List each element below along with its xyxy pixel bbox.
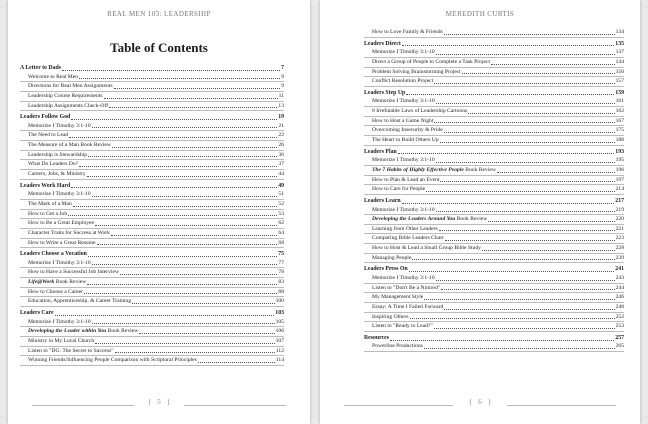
toc-entry-title: Powerline Productions: [372, 343, 423, 350]
dot-leader: [73, 206, 278, 207]
toc-section[interactable]: [364, 334, 624, 343]
toc-entry-title: Leadership Course Requirements: [28, 92, 103, 99]
toc-entry[interactable]: [20, 259, 284, 269]
dot-leader: [92, 323, 275, 324]
dot-leader: [488, 221, 614, 222]
toc-entry-title: Memorize I Timothy 3:1-10: [372, 49, 435, 56]
book-title: Developing the Leaders Around You: [372, 216, 456, 223]
toc-page-number: 9: [281, 83, 284, 90]
book-title: Developing the Leader within You: [28, 328, 107, 335]
footer-rule: [507, 405, 616, 406]
toc-entry-title: Leaders Step Up: [364, 89, 406, 96]
toc-section[interactable]: [364, 89, 624, 98]
toc-page-number: 220: [615, 216, 624, 223]
toc-entry[interactable]: [364, 274, 624, 284]
dot-leader: [440, 142, 615, 143]
toc-page-number: 162: [615, 108, 624, 115]
dot-leader: [445, 240, 615, 241]
toc-page-number: 221: [615, 225, 624, 232]
toc-entry-title: Leaders Learn: [364, 197, 401, 204]
running-header: MEREDITH CURTIS: [445, 10, 515, 18]
dot-leader: [92, 196, 278, 197]
toc-page-number: 253: [615, 323, 624, 330]
toc-entry[interactable]: [20, 318, 284, 328]
toc-entry-title: Memorize I Timothy 3:1-10: [28, 318, 91, 325]
toc-entry-title: Leadership Assignments Check-Off: [28, 102, 109, 109]
toc-entry-title: Welcome to Real Men: [28, 73, 79, 80]
dot-leader: [79, 166, 277, 167]
toc-entry[interactable]: [20, 356, 284, 366]
dot-leader: [88, 156, 277, 157]
toc-entry-title: How to Plan & Lead an Event: [372, 176, 440, 183]
toc-page-number: 36: [278, 151, 284, 158]
toc-section[interactable]: [364, 40, 624, 49]
dot-leader: [68, 215, 277, 216]
toc-entry[interactable]: [20, 122, 284, 132]
toc-page-number: 7: [281, 64, 284, 71]
toc-entry-title: My Management Style: [372, 294, 424, 301]
toc-entry[interactable]: [20, 170, 284, 180]
toc-page-number: 246: [615, 294, 624, 301]
dot-leader: [95, 225, 277, 226]
toc-entry[interactable]: [364, 215, 624, 225]
toc-page-number: 161: [615, 98, 624, 105]
toc-entry[interactable]: [20, 297, 284, 307]
footer-rule: [344, 405, 453, 406]
toc-entry-title: Resources: [364, 334, 390, 341]
toc-page-number: 11: [278, 92, 284, 99]
dot-leader: [88, 256, 277, 257]
toc-entry[interactable]: [20, 268, 284, 278]
toc-page-number: 112: [275, 347, 284, 354]
dot-leader: [402, 203, 615, 204]
toc-page-number: 219: [615, 206, 624, 213]
page-footer: [344, 398, 616, 412]
dot-leader: [69, 137, 277, 138]
toc-entry-title: A Letter to Dads: [20, 64, 61, 71]
dot-leader: [84, 293, 277, 294]
toc-entry[interactable]: [20, 278, 284, 288]
toc-entry-title: The Mark of a Man: [28, 200, 72, 207]
toc-page-number: 135: [615, 40, 624, 47]
dot-leader: [436, 54, 615, 55]
toc-section[interactable]: [20, 250, 284, 259]
dot-leader: [390, 340, 614, 341]
dot-leader: [436, 103, 615, 104]
toc-entry[interactable]: [364, 77, 624, 87]
toc-entry[interactable]: [20, 73, 284, 83]
toc-entry-title: [372, 215, 487, 224]
dot-leader: [104, 98, 278, 99]
toc-entry-title: Leaders Direct: [364, 40, 401, 47]
dot-leader: [444, 132, 615, 133]
toc-entry-title: Learning from Other Leaders: [372, 225, 438, 232]
dot-leader: [92, 264, 278, 265]
toc-entry-title: Leaders Plan: [364, 148, 397, 155]
dot-leader: [436, 280, 615, 281]
toc-entry[interactable]: [364, 234, 624, 244]
toc-entry-title: Leaders Choose a Vocation: [20, 251, 87, 258]
toc-section[interactable]: [364, 148, 624, 157]
toc-entry[interactable]: [20, 200, 284, 210]
dot-leader: [424, 299, 614, 300]
toc-entry[interactable]: [20, 131, 284, 141]
toc-entry-title: Character Traits for Success at Work: [28, 229, 110, 236]
toc-entry-text: Book Review: [456, 216, 488, 223]
book-title: The 7 Habits of Highly Effective People: [372, 166, 464, 173]
dot-leader: [497, 172, 615, 173]
toc-entry-title: Directions for Real Men Assignments: [28, 83, 113, 90]
toc-page-number: 134: [615, 28, 624, 35]
toc-page-number: 68: [278, 239, 284, 246]
toc-page-number: 107: [275, 337, 284, 344]
toc-entry-title: How to Host & Lead a Small Group Bible Study: [372, 245, 481, 252]
toc-entry[interactable]: [364, 136, 624, 146]
toc-entry[interactable]: [364, 166, 624, 176]
toc-entry[interactable]: [20, 327, 284, 337]
dot-leader: [115, 352, 275, 353]
page-number: { 5 }: [148, 398, 170, 406]
toc-entry-text: Book Review: [465, 166, 496, 173]
toc-entry-title: Memorize I Timothy 3:1-10: [28, 122, 91, 129]
toc-entry-title: Leaders Follow God: [20, 114, 71, 121]
toc-entry-title: Overcoming Insecurity & Pride: [372, 127, 443, 134]
toc-page-number: 159: [615, 89, 624, 96]
toc-page-number: 167: [615, 117, 624, 124]
toc-page-number: 83: [278, 279, 284, 286]
toc-page-number: 26: [278, 142, 284, 149]
toc-entry[interactable]: [364, 97, 624, 107]
toc-entry-title: Memorize I Timothy 3:1-10: [372, 98, 435, 105]
toc-entry-title: How to Write a Great Resume: [28, 239, 96, 246]
toc-page-number: 62: [278, 220, 284, 227]
toc-entry-title: Direct a Group of People to Complete a Task Project: [372, 58, 491, 65]
toc-page-number: 239: [615, 254, 624, 261]
toc-entry[interactable]: [364, 303, 624, 313]
toc-page-number: 37: [278, 161, 284, 168]
toc-entry-title: Leaders Press On: [364, 266, 408, 273]
toc-entry[interactable]: [364, 48, 624, 58]
toc-section[interactable]: [20, 182, 284, 191]
toc-entry-title: Listen to "DG: The Secret to Success": [28, 347, 114, 354]
toc-page-number: 100: [275, 298, 284, 305]
toc-entry-title: Memorize I Timothy 3:1-10: [372, 275, 435, 281]
dot-leader: [434, 83, 614, 84]
dot-leader: [409, 271, 615, 272]
toc-page-number: 214: [615, 186, 624, 193]
dot-leader: [439, 230, 615, 231]
toc-entry[interactable]: [364, 254, 624, 264]
toc-entry[interactable]: [20, 92, 284, 102]
toc-entry[interactable]: [364, 126, 624, 136]
toc-page-number: 195: [615, 157, 624, 164]
dot-leader: [440, 181, 614, 182]
toc-page-number: 49: [278, 182, 284, 189]
dot-leader: [410, 318, 615, 319]
toc-entry-title: Memorize I Timothy 3:1-10: [28, 191, 91, 198]
toc-entry-title: Inspiring Others: [372, 313, 409, 320]
dot-leader: [424, 348, 615, 349]
dot-leader: [436, 162, 615, 163]
toc-entry[interactable]: [364, 322, 624, 332]
toc-page-number: 243: [615, 275, 624, 281]
toc-page-number: 265: [615, 343, 624, 350]
dot-leader: [87, 176, 278, 177]
toc-entry[interactable]: [20, 102, 284, 112]
toc-entry-title: What Do Leaders Do?: [28, 161, 79, 168]
dot-leader: [87, 284, 277, 285]
toc-page-number: 144: [615, 58, 624, 65]
toc-page-number: 64: [278, 229, 284, 236]
dot-leader: [55, 315, 275, 316]
toc-page-number: 105: [275, 318, 284, 325]
dot-leader: [482, 250, 615, 251]
toc-entry-title: How to Be a Great Employee: [28, 220, 95, 227]
toc-entry[interactable]: [364, 176, 624, 186]
toc-entry-title: Listen to "Ready to Lead?": [372, 323, 433, 330]
toc-entry-title: Comparing Bible Leaders Chart: [372, 235, 444, 242]
running-header: REAL MEN 103: LEADERSHIP: [107, 10, 211, 18]
toc-page-number: 257: [615, 334, 624, 341]
toc-entry[interactable]: [364, 117, 624, 127]
toc-page-number: 114: [275, 357, 284, 364]
toc-entry-title: How to Love Family & Friends: [372, 28, 443, 35]
dot-leader: [71, 187, 277, 188]
toc-entry[interactable]: [364, 244, 624, 254]
dot-leader: [139, 333, 274, 334]
toc-entry[interactable]: [20, 229, 284, 239]
toc-page-number: 244: [615, 284, 624, 291]
dot-leader: [426, 191, 614, 192]
toc-page-number: 21: [278, 122, 284, 129]
dot-leader: [462, 73, 615, 74]
toc-entry-text: Book Review: [107, 328, 139, 335]
toc-entry-title: Managing People: [372, 254, 412, 261]
toc-entry[interactable]: [20, 151, 284, 161]
toc-page-number: 150: [615, 68, 624, 75]
toc-entry-title: The Measure of a Man Book Review: [28, 142, 111, 149]
toc-page-number: 193: [615, 148, 624, 155]
toc-entry-title: How to Get a Job: [28, 210, 68, 217]
toc-page-number: 252: [615, 313, 624, 320]
left-page: [8, 0, 310, 424]
toc-page-number: 188: [615, 137, 624, 144]
dot-leader: [132, 303, 274, 304]
toc-entry[interactable]: [20, 141, 284, 151]
toc-entry[interactable]: [364, 206, 624, 216]
toc-page-number: 52: [278, 200, 284, 207]
toc-entry[interactable]: [364, 293, 624, 303]
toc-entry-title: Memorize I Timothy 3:1-10: [372, 157, 435, 164]
toc-section[interactable]: [20, 64, 284, 73]
toc-entry[interactable]: [20, 337, 284, 347]
dot-leader: [79, 78, 280, 79]
toc-entry[interactable]: [20, 239, 284, 249]
dot-leader: [444, 309, 614, 310]
toc-entry-text: Book Review: [55, 279, 87, 286]
toc-section[interactable]: [364, 265, 624, 274]
toc-page-number: 157: [615, 78, 624, 85]
toc-section[interactable]: [20, 113, 284, 122]
page-title: Table of Contents: [110, 40, 208, 55]
toc-entry-title: Problem Solving Brainstorming Project: [372, 68, 461, 75]
footer-rule: [32, 405, 134, 406]
footer-rule: [184, 405, 286, 406]
toc-entry-title: Essay: A Time I Failed Forward: [372, 303, 444, 310]
toc-entry-title: Memorize I Timothy 3:1-10: [372, 206, 435, 213]
right-page: [320, 0, 640, 424]
toc-entry[interactable]: [364, 107, 624, 117]
toc-entry[interactable]: [364, 313, 624, 323]
toc-page-number: 241: [615, 266, 624, 273]
toc-entry-title: Listen to "Don't Be a Nimrod": [372, 284, 441, 291]
book-title: Life@Work: [28, 279, 55, 286]
dot-leader: [62, 70, 280, 71]
toc-entry[interactable]: [20, 210, 284, 220]
toc-page-number: 196: [615, 166, 624, 173]
toc-entry[interactable]: [20, 190, 284, 200]
toc-list: [320, 28, 640, 352]
dot-leader: [491, 64, 615, 65]
toc-entry-title: [28, 278, 86, 287]
toc-entry-title: How to Care for People: [372, 186, 426, 193]
toc-entry-title: Education, Apprenticeship, & Career Training: [28, 298, 132, 305]
toc-entry-title: How to Have a Successful Job Interview: [28, 269, 120, 276]
toc-page-number: 228: [615, 245, 624, 252]
dot-leader: [434, 122, 614, 123]
toc-entry[interactable]: [364, 185, 624, 195]
toc-page-number: 22: [278, 132, 284, 139]
toc-page-number: 77: [278, 259, 284, 266]
dot-leader: [406, 94, 614, 95]
dot-leader: [111, 235, 277, 236]
toc-entry-title: Conflict Resolution Project: [372, 78, 434, 85]
toc-section[interactable]: [364, 197, 624, 206]
toc-entry-title: Winning Friends/Influencing People Comparison with Scriptural Principles: [28, 357, 197, 364]
toc-entry[interactable]: [364, 156, 624, 166]
toc-page-number: 217: [615, 197, 624, 204]
toc-entry-title: How to Choose a Career: [28, 288, 83, 295]
toc-entry[interactable]: [20, 160, 284, 170]
dot-leader: [97, 244, 278, 245]
toc-entry[interactable]: [364, 58, 624, 68]
toc-entry-title: How to Host a Game Night: [372, 117, 434, 124]
toc-page-number: 13: [278, 102, 284, 109]
dot-leader: [114, 88, 281, 89]
toc-entry-title: [28, 327, 138, 336]
toc-entry[interactable]: [364, 284, 624, 294]
toc-page-number: 75: [278, 251, 284, 258]
toc-entry-title: 8 Irrefutable Laws of Leadership Cartoons: [372, 108, 468, 115]
toc-page-number: 44: [278, 171, 284, 178]
toc-entry-title: Careers, Jobs, & Ministry: [28, 171, 86, 178]
toc-page-number: 88: [278, 288, 284, 295]
toc-entry-title: [372, 166, 496, 175]
toc-entry[interactable]: [20, 288, 284, 298]
toc-page-number: 51: [278, 191, 284, 198]
dot-leader: [95, 343, 274, 344]
toc-section[interactable]: [20, 309, 284, 318]
toc-page-number: 9: [281, 73, 284, 80]
toc-entry[interactable]: [364, 68, 624, 78]
toc-entry-title: Leaders Care: [20, 310, 54, 316]
toc-page-number: 78: [278, 269, 284, 276]
toc-page-number: 53: [278, 210, 284, 217]
dot-leader: [92, 127, 278, 128]
toc-entry[interactable]: [20, 82, 284, 92]
dot-leader: [436, 211, 615, 212]
page-number: { 6 }: [469, 398, 491, 406]
dot-leader: [468, 113, 614, 114]
toc-entry-title: Leadership is Stewardship: [28, 151, 88, 158]
dot-leader: [120, 274, 277, 275]
toc-page-number: 103: [275, 310, 284, 316]
toc-page-number: 137: [615, 49, 624, 56]
dot-leader: [402, 45, 615, 46]
dot-leader: [412, 259, 614, 260]
toc-entry-title: Ministry in My Local Church: [28, 337, 95, 344]
toc-page-number: 106: [275, 328, 284, 335]
toc-entry[interactable]: [364, 28, 624, 38]
toc-page-number: 175: [615, 127, 624, 134]
toc-page-number: 197: [615, 176, 624, 183]
page-footer: [32, 398, 286, 412]
toc-entry-title: Memorize I Timothy 3:1-10: [28, 259, 91, 266]
toc-entry-title: Leaders Work Hard: [20, 182, 71, 189]
dot-leader: [112, 147, 277, 148]
dot-leader: [398, 153, 615, 154]
toc-entry[interactable]: [364, 225, 624, 235]
dot-leader: [71, 119, 277, 120]
toc-entry-title: The Need to Lead: [28, 132, 69, 139]
dot-leader: [441, 289, 614, 290]
toc-page-number: 248: [615, 303, 624, 310]
dot-leader: [198, 362, 275, 363]
dot-leader: [109, 107, 277, 108]
toc-entry[interactable]: [364, 343, 624, 353]
dot-leader: [434, 328, 615, 329]
toc-page-number: 19: [278, 114, 284, 121]
toc-list: [8, 64, 310, 366]
toc-entry-title: The Heart to Build Others Up: [372, 137, 439, 144]
toc-page-number: 223: [615, 235, 624, 242]
toc-entry[interactable]: [20, 347, 284, 357]
dot-leader: [444, 34, 615, 35]
toc-entry[interactable]: [20, 219, 284, 229]
